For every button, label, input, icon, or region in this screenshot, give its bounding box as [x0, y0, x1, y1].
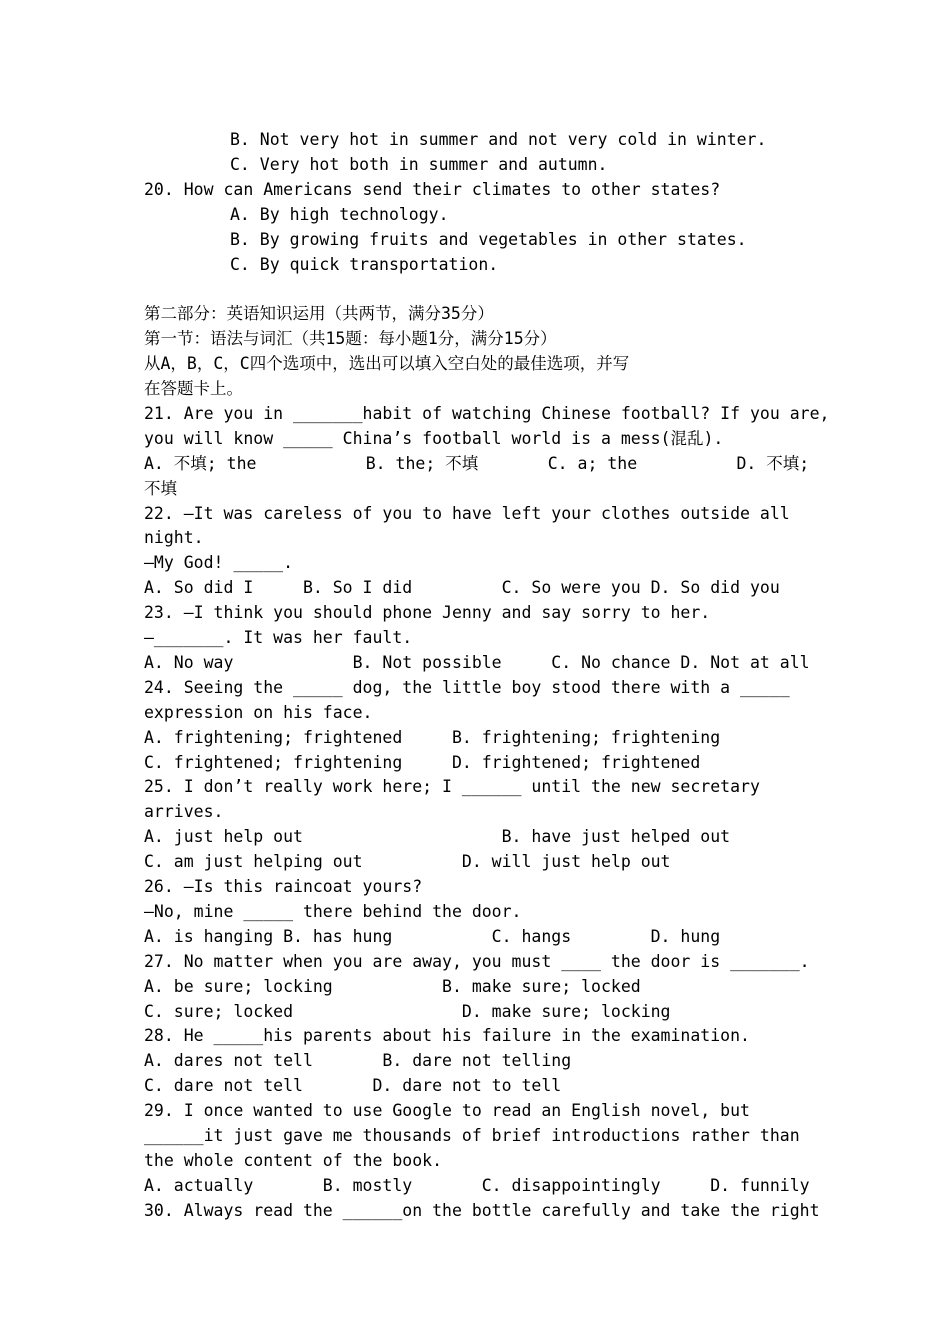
text-line: C. sure; locked D. make sure; locking [144, 1001, 671, 1021]
text-line: —My God! _____. [144, 553, 294, 573]
text-line: 第二部分：英语知识运用（共两节，满分35分） [144, 304, 494, 324]
text-line: 25. I don’t really work here; I ______ until the new secretary [144, 777, 760, 797]
text-line: A. By high technology. [230, 204, 449, 224]
text-line: C. am just helping out D. will just help out [144, 852, 671, 872]
text-line: expression on his face. [144, 702, 373, 722]
text-line: A. frightening; frightened B. frightening; frightening [144, 727, 721, 747]
text-line: A. So did I B. So I did C. So were you D. So did you [144, 578, 780, 598]
text-line: 20. How can Americans send their climates to other states? [144, 179, 721, 199]
text-line: 24. Seeing the _____ dog, the little boy stood there with a _____ [144, 677, 790, 697]
text-line: 从A，B，C，C四个选项中，选出可以填入空白处的最佳选项，并写 [144, 354, 630, 374]
text-line: A. is hanging B. has hung C. hangs D. hung [144, 926, 721, 946]
text-line: A. No way B. Not possible C. No chance D. Not at all [144, 652, 810, 672]
text-line: C. dare not tell D. dare not to tell [144, 1076, 562, 1096]
text-line: the whole content of the book. [144, 1150, 443, 1170]
text-line: 27. No matter when you are away, you must ____ the door is _______. [144, 951, 810, 971]
text-line: —_______. It was her fault. [144, 628, 413, 647]
text-line: B. Not very hot in summer and not very cold in winter. [230, 130, 767, 149]
text-line: ______it just gave me thousands of brief introductions rather than [144, 1126, 800, 1145]
text-line: 22. —It was careless of you to have left your clothes outside all [144, 503, 790, 523]
text-line: 28. He _____his parents about his failure in the examination. [144, 1026, 750, 1046]
text-line: 26. —Is this raincoat yours? [144, 877, 423, 896]
text-line: 第一节：语法与词汇（共15题：每小题1分，满分15分） [144, 329, 557, 349]
text-line: A. actually B. mostly C. disappointingly D. funnily [144, 1175, 810, 1195]
text-line: C. frightened; frightening D. frightened; frightened [144, 752, 701, 772]
text-line: C. By quick transportation. [230, 254, 499, 274]
text-line: arrives. [144, 802, 224, 822]
text-line: 29. I once wanted to use Google to read an English novel, but [144, 1101, 750, 1121]
text-line: 21. Are you in _______habit of watching Chinese football? If you are, [144, 403, 830, 423]
text-line: A. be sure; locking B. make sure; locked [144, 976, 641, 996]
text-line: 在答题卡上。 [144, 379, 243, 398]
text-line: C. Very hot both in summer and autumn. [230, 154, 608, 174]
text-line: A. dares not tell B. dare not telling [144, 1051, 572, 1071]
text-line: 30. Always read the ______on the bottle carefully and take the right [144, 1200, 820, 1220]
text-line: 23. —I think you should phone Jenny and say sorry to her. [144, 603, 711, 623]
text-line: A. just help out B. have just helped out [144, 827, 731, 847]
text-line: 不填 [144, 478, 177, 498]
text-line: B. By growing fruits and vegetables in other states. [230, 229, 747, 249]
text-line: —No, mine _____ there behind the door. [144, 901, 522, 921]
text-line: you will know _____ China’s football world is a mess(混乱). [144, 428, 724, 448]
text-line: night. [144, 528, 204, 548]
text-line: A. 不填; the B. the; 不填 C. a; the D. 不填; [144, 453, 810, 473]
